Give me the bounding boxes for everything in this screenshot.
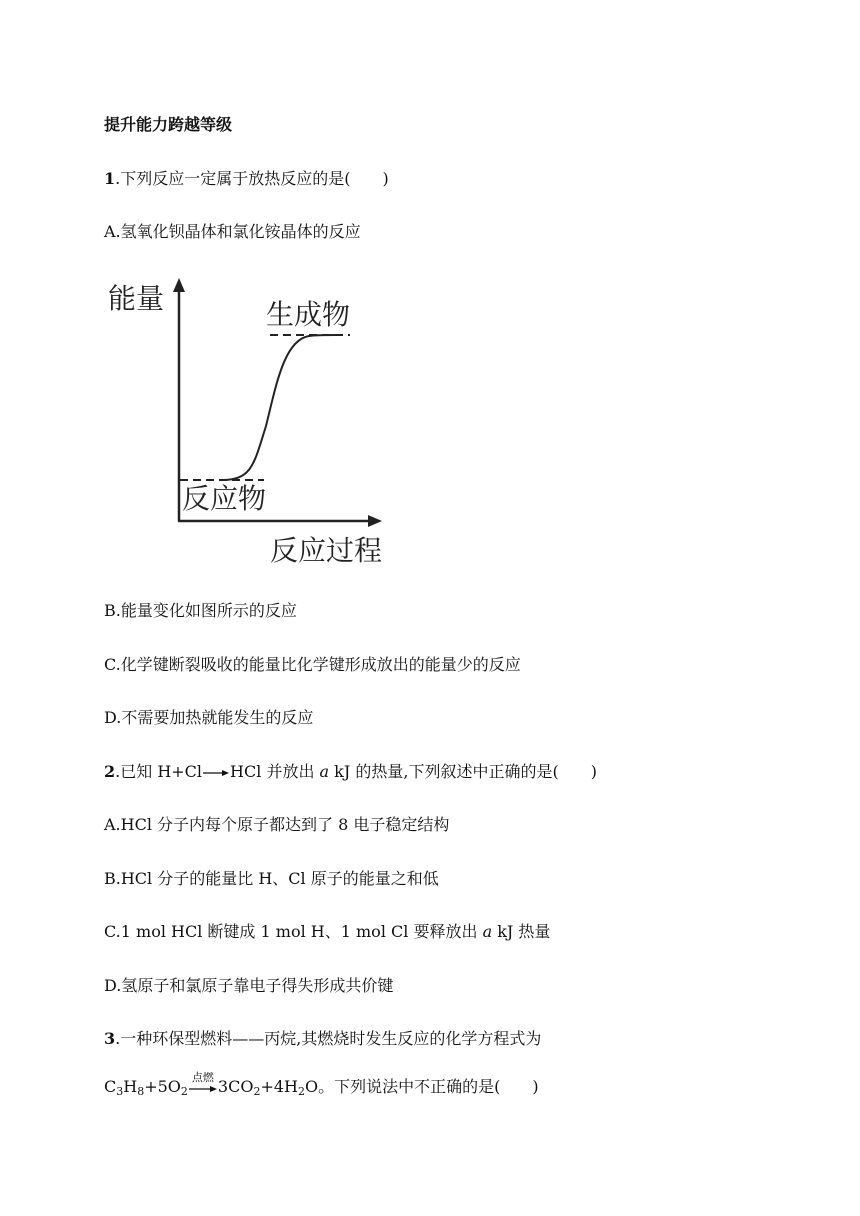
- section-title: 提升能力跨越等级: [104, 115, 233, 134]
- question-2-option-c: C.1 mol HCl 断键成 1 mol H、1 mol Cl 要释放出 a kJ 热量: [104, 922, 551, 941]
- energy-diagram: [104, 276, 394, 568]
- question-1-option-a: A.氢氧化钡晶体和氯化铵晶体的反应: [104, 222, 361, 241]
- energy-curve: [222, 335, 336, 480]
- question-1-stem: [104, 169, 389, 189]
- reactant-label: 反应物: [182, 482, 267, 515]
- question-text: .下列反应一定属于放热反应的是( ): [115, 169, 389, 188]
- reaction-condition: 点燃: [191, 1070, 214, 1084]
- y-axis-arrow: [173, 278, 185, 292]
- question-number: 3: [104, 1029, 116, 1048]
- x-axis-arrow: [368, 515, 382, 527]
- reaction-condition-arrow: [188, 1070, 218, 1098]
- question-2-option-a: A.HCl 分子内每个原子都达到了 8 电子稳定结构: [104, 815, 450, 834]
- question-2-stem: 2.已知 H+Cl HCl 并放出 a kJ 的热量,下列叙述中正确的是( ): [104, 762, 597, 781]
- question-3-equation: $C_3H_8+5O_2$ 点燃 $3CO_2+4H_2O$。下列说法中不正确的是( ): [104, 1077, 539, 1098]
- question-1-option-b: B.能量变化如图所示的反应: [104, 601, 297, 620]
- reaction-arrow-icon: [202, 763, 230, 783]
- question-number: 1: [104, 169, 116, 188]
- question-2-option-d: D.氢原子和氯原子靠电子得失形成共价键: [104, 976, 394, 995]
- question-number: 2: [104, 762, 116, 781]
- question-1-option-d: D.不需要加热就能发生的反应: [104, 708, 314, 727]
- question-3-stem: 3.一种环保型燃料——丙烷,其燃烧时发生反应的化学方程式为: [104, 1029, 542, 1048]
- x-axis-label: 反应过程: [270, 534, 383, 567]
- product-label: 生成物: [266, 298, 351, 331]
- y-axis-label: 能量: [108, 282, 165, 315]
- question-2-option-b: B.HCl 分子的能量比 H、Cl 原子的能量之和低: [104, 869, 439, 888]
- question-1-option-c: C.化学键断裂吸收的能量比化学键形成放出的能量少的反应: [104, 655, 521, 674]
